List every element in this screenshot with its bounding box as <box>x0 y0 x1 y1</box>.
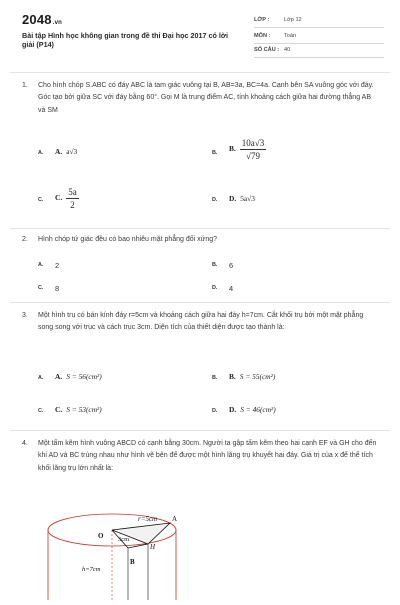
option-expression: S = 56(cm²) <box>66 372 102 381</box>
option-label: C. <box>38 197 44 203</box>
option-expression: a√3 <box>66 147 78 156</box>
site-logo[interactable] <box>22 12 62 27</box>
question-number: 1. <box>22 82 28 89</box>
logo-suffix: .vn <box>52 20 63 26</box>
header <box>0 0 400 66</box>
option-label: C. <box>38 408 44 414</box>
fraction-denominator: √79 <box>246 151 260 161</box>
logo-text: 2048 <box>22 12 52 27</box>
option-expression: S = 46(cm²) <box>240 405 276 414</box>
option-label: B. <box>212 262 218 268</box>
option-value: 2 <box>55 261 60 270</box>
option-letter: A. <box>55 372 63 381</box>
label-radius: r=5cm <box>138 515 158 523</box>
option-expression: S = 53(cm²) <box>66 405 102 414</box>
question-number: 3. <box>22 312 28 319</box>
option-label: B. <box>212 150 218 156</box>
option-label: D. <box>212 285 218 291</box>
option-value: 8 <box>55 284 60 293</box>
option-value <box>229 405 276 414</box>
option-letter: C. <box>55 405 63 414</box>
option-letter: D. <box>229 194 237 203</box>
cylinder-diagram <box>40 508 190 600</box>
fraction-numerator: 5a <box>68 187 77 197</box>
option-value <box>229 194 255 203</box>
meta-class-label: LỚP : <box>254 17 270 23</box>
label-a: A <box>172 515 178 523</box>
option-value: 4 <box>229 284 234 293</box>
divider <box>10 72 390 73</box>
document-title: Bài tập Hình học không gian trong đề thi Đại học 2017 có lời giải (P14) <box>22 31 228 49</box>
option-label: A. <box>38 150 44 156</box>
label-h-point: H <box>150 543 156 551</box>
label-o: O <box>98 532 104 540</box>
question-text: Cho hình chóp S.ABC có đáy ABC là tam giác vuông tại B, AB=3a, BC=4a. Cạnh bên SA vuông góc với đáy. Góc tạo bởi giữa SC với đáy bằng 60°. Gọi M là trung điểm AC, tính khoảng cách giữa hai đường thẳng AB và SM <box>38 82 374 114</box>
option-value <box>229 372 275 381</box>
divider <box>10 302 390 303</box>
fraction-numerator: 10a√3 <box>241 138 265 148</box>
question-text: Một tấm kẽm hình vuông ABCD có cạnh bằng 30cm. Người ta gập tấm kẽm theo hai cạnh EF và GH cho đến khi AD và BC trùng nhau như hình vẽ bên để được một hình lăng trụ khuyết hai đáy. Giá trị của x để thể tích khối lăng trụ lớn nhất là: <box>38 440 377 472</box>
question-number: 4. <box>22 440 28 447</box>
option-letter: D. <box>229 405 237 414</box>
meta-class <box>254 16 384 28</box>
divider <box>10 228 390 229</box>
option-label: D. <box>212 408 218 414</box>
meta-subject <box>254 32 384 44</box>
option-value <box>55 405 102 414</box>
option-letter: C. <box>55 193 63 203</box>
option-label: B. <box>212 375 218 381</box>
label-b: B <box>130 558 135 566</box>
option-value <box>55 372 102 381</box>
question-text: Một hình trụ có bán kính đáy r=5cm và khoảng cách giữa hai đáy h=7cm. Cắt khối trụ bởi một mặt phẳng song song với trục và cách trục 3cm. Diện tích của thiết diện được tạo thành là: <box>38 312 364 332</box>
option-expression: S = 55(cm²) <box>239 372 276 381</box>
option-value: 6 <box>229 261 234 270</box>
meta-count-value: 40 <box>284 47 291 53</box>
option-expression: 5a√3 <box>240 194 255 203</box>
cylinder-figure <box>40 508 190 600</box>
meta-class-value: Lớp 12 <box>284 17 302 23</box>
option-label: D. <box>212 197 218 203</box>
meta-count <box>254 46 384 58</box>
option-value <box>55 187 79 210</box>
label-distance: 3cm <box>118 536 130 543</box>
fraction-denominator: 2 <box>70 200 75 210</box>
option-label: C. <box>38 285 44 291</box>
option-label: A. <box>38 262 44 268</box>
meta-subject-value: Toán <box>284 33 297 39</box>
meta-subject-label: MÔN : <box>254 33 271 39</box>
meta-count-label: SỐ CÂU : <box>254 47 280 53</box>
question-number: 2. <box>22 236 28 243</box>
option-label: A. <box>38 375 44 381</box>
divider <box>10 430 390 431</box>
label-height: h=7cm <box>82 566 101 573</box>
option-value <box>55 147 77 156</box>
option-value <box>229 138 266 161</box>
question-text: Hình chóp tứ giác đều có bao nhiêu mặt phẳng đối xứng? <box>38 236 218 243</box>
option-letter: B. <box>229 372 236 381</box>
option-letter: A. <box>55 147 63 156</box>
option-letter: B. <box>229 144 236 154</box>
